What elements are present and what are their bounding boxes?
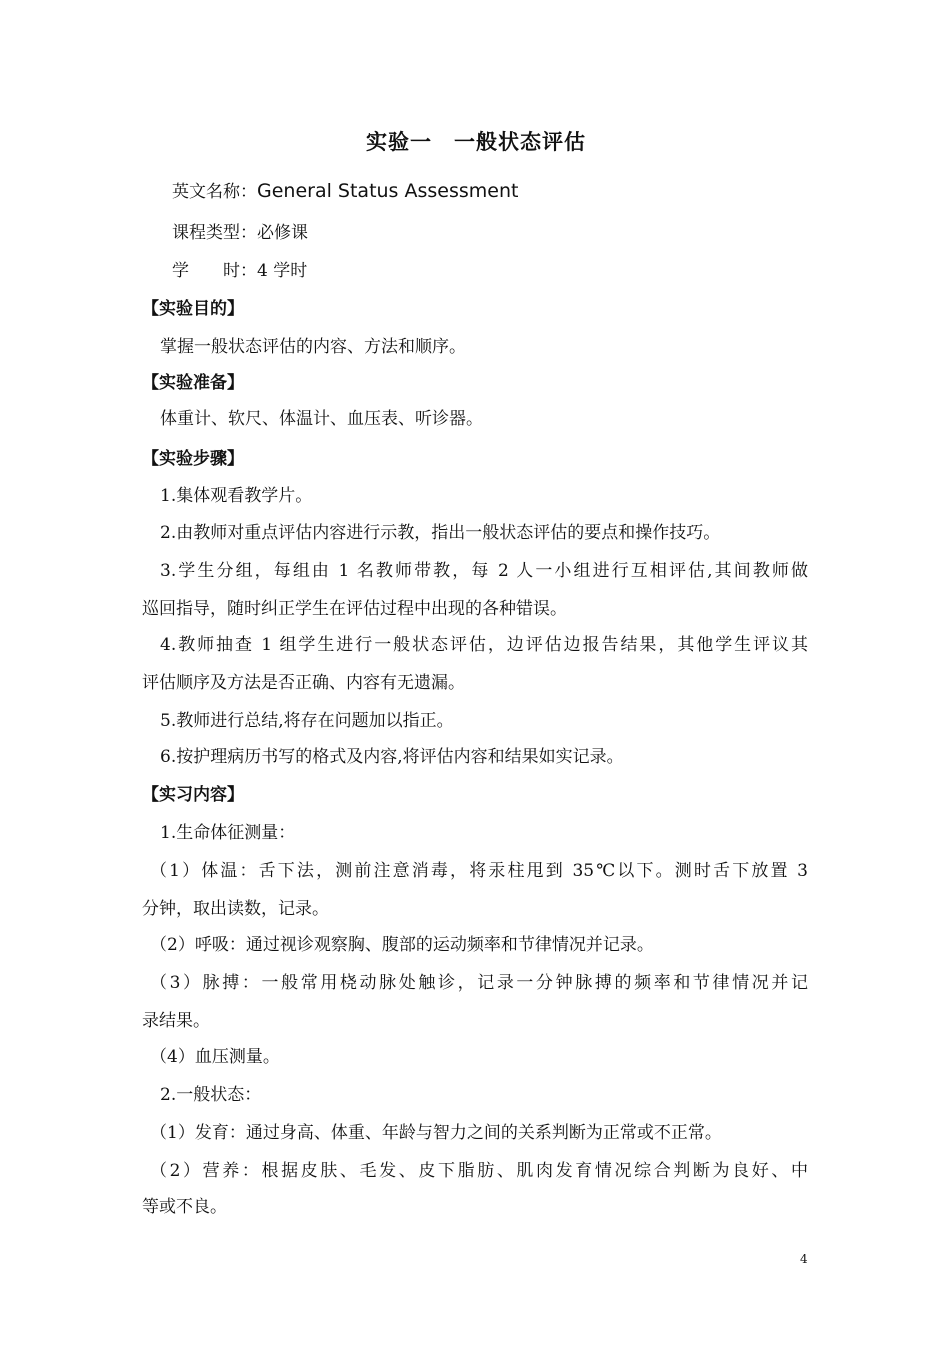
content-1-2: （2）呼吸：通过视诊观察胸、腹部的运动频率和节律情况并记录。 bbox=[150, 935, 654, 955]
content-2-2-line-1: （2）营养：根据皮肤、毛发、皮下脂肪、肌肉发育情况综合判断为良好、中 bbox=[150, 1161, 808, 1181]
content-1-3-line-2: 录结果。 bbox=[142, 1011, 210, 1031]
content-item-1: 1.生命体征测量： bbox=[160, 823, 296, 843]
step-4-line-2: 评估顺序及方法是否正确、内容有无遗漏。 bbox=[142, 673, 465, 693]
course-type-line: 课程类型：必修课 bbox=[172, 223, 308, 243]
content-2-2-line-2: 等或不良。 bbox=[142, 1197, 227, 1217]
content-1-4: （4）血压测量。 bbox=[150, 1047, 280, 1067]
step-3-line-1: 3.学生分组，每组由 1 名教师带教，每 2 人一小组进行互相评估,其间教师做 bbox=[160, 561, 808, 581]
step-4-line-1: 4.教师抽查 1 组学生进行一般状态评估，边评估边报告结果，其他学生评议其 bbox=[160, 635, 808, 655]
section-heading-content: 【实习内容】 bbox=[142, 785, 244, 805]
content-1-1-line-1: （1）体温：舌下法，测前注意消毒，将汞柱甩到 35℃以下。测时舌下放置 3 bbox=[150, 861, 808, 881]
section-heading-prep: 【实验准备】 bbox=[142, 373, 244, 393]
content-2-1: （1）发育：通过身高、体重、年龄与智力之间的关系判断为正常或不正常。 bbox=[150, 1123, 722, 1143]
page-title: 实验一 一般状态评估 bbox=[366, 130, 586, 154]
content-1-1-line-2: 分钟，取出读数，记录。 bbox=[142, 899, 329, 919]
step-1: 1.集体观看教学片。 bbox=[160, 486, 313, 506]
section-heading-steps: 【实验步骤】 bbox=[142, 449, 244, 469]
page-number: 4 bbox=[800, 1252, 808, 1266]
english-name-value: General Status Assessment bbox=[257, 180, 519, 202]
english-name-line bbox=[172, 180, 518, 203]
content-1-3-line-1: （3）脉搏：一般常用桡动脉处触诊，记录一分钟脉搏的频率和节律情况并记 bbox=[150, 973, 808, 993]
step-2: 2.由教师对重点评估内容进行示教，指出一般状态评估的要点和操作技巧。 bbox=[160, 523, 721, 543]
step-5: 5.教师进行总结,将存在问题加以指正。 bbox=[160, 711, 454, 731]
prep-text: 体重计、软尺、体温计、血压表、听诊器。 bbox=[160, 409, 483, 429]
section-heading-purpose: 【实验目的】 bbox=[142, 299, 244, 319]
purpose-text: 掌握一般状态评估的内容、方法和顺序。 bbox=[160, 337, 466, 357]
step-6: 6.按护理病历书写的格式及内容,将评估内容和结果如实记录。 bbox=[160, 747, 624, 767]
step-3-line-2: 巡回指导，随时纠正学生在评估过程中出现的各种错误。 bbox=[142, 599, 567, 619]
hours-line: 学 时：4 学时 bbox=[172, 261, 308, 281]
english-name-label: 英文名称： bbox=[172, 182, 257, 202]
content-item-2: 2.一般状态： bbox=[160, 1085, 262, 1105]
